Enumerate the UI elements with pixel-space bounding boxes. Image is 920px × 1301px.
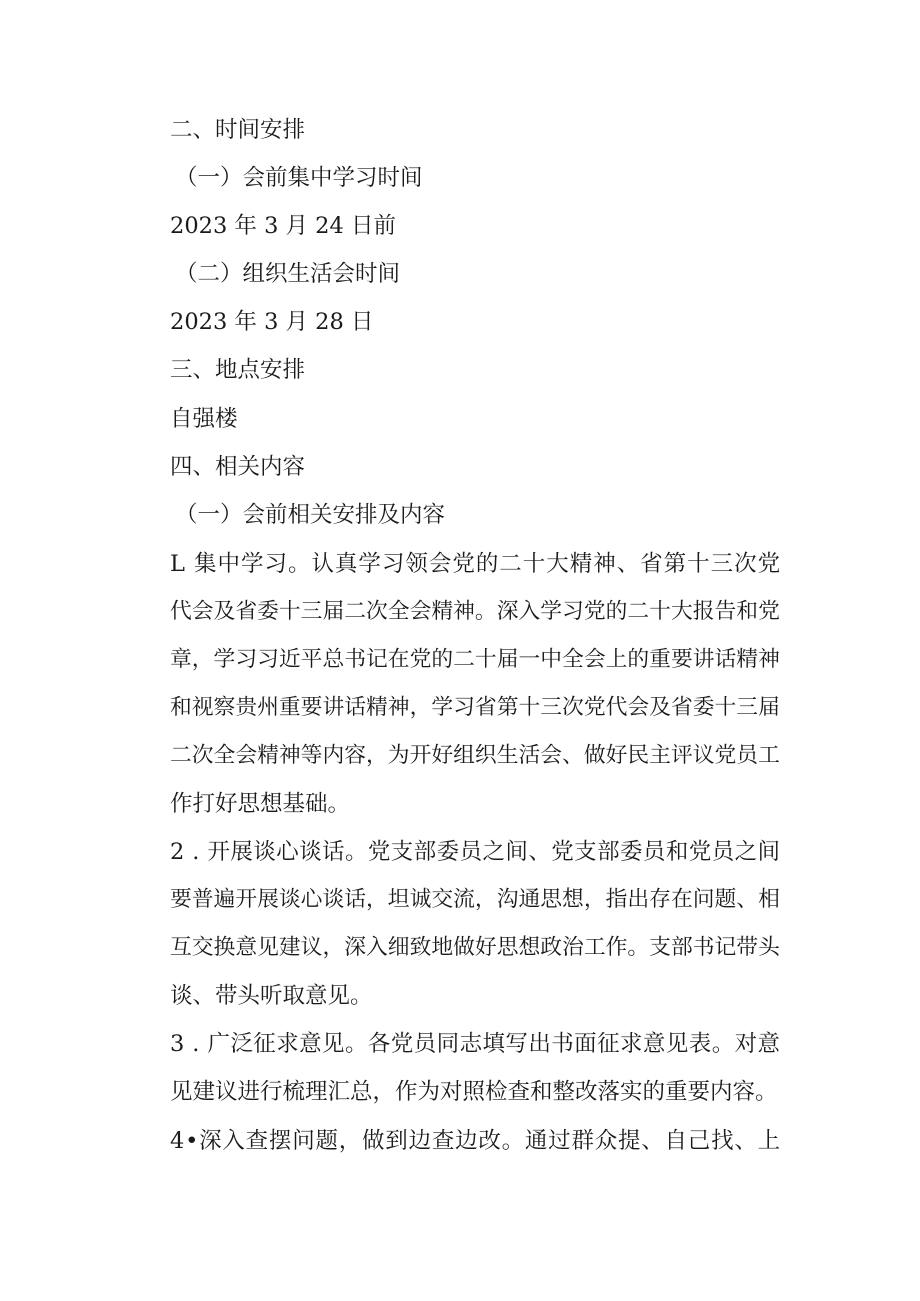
study-date: 2023 年 3 月 24 日前 bbox=[170, 213, 396, 239]
location-value: 自强楼 bbox=[170, 406, 238, 432]
heading-location: 三、地点安排 bbox=[170, 357, 306, 383]
paragraph-line: 2 . 开展谈心谈话。党支部委员之间、党支部委员和党员之间 bbox=[170, 839, 781, 865]
paragraph-line: 3 . 广泛征求意见。各党员同志填写出书面征求意见表。对意 bbox=[170, 1031, 781, 1057]
subheading-meeting-time: （二）组织生活会时间 bbox=[175, 261, 401, 287]
heading-time-arrangement: 二、时间安排 bbox=[170, 117, 306, 143]
paragraph-line: 和视察贵州重要讲话精神，学习省第十三次党代会及省委十三届 bbox=[170, 695, 780, 720]
meeting-date: 2023 年 3 月 28 日 bbox=[170, 309, 374, 335]
paragraph-line: 见建议进行梳理汇总，作为对照检查和整改落实的重要内容。 bbox=[170, 1079, 778, 1105]
heading-related-content: 四、相关内容 bbox=[170, 454, 306, 480]
paragraph-line: 二次全会精神等内容，为开好组织生活会、做好民主评议党员工 bbox=[170, 743, 780, 768]
paragraph-line: L 集中学习。认真学习领会党的二十大精神、省第十三次党 bbox=[170, 551, 782, 577]
paragraph-line: 互交换意见建议，深入细致地做好思想政治工作。支部书记带头 bbox=[170, 935, 780, 960]
paragraph-line: 章，学习习近平总书记在党的二十届一中全会上的重要讲话精神 bbox=[170, 647, 780, 672]
subheading-study-time: （一）会前集中学习时间 bbox=[175, 165, 423, 191]
paragraph-line: 谈、带头听取意见。 bbox=[170, 983, 373, 1009]
paragraph-line: 4•深入查摆问题，做到边查边改。通过群众提、自己找、上 bbox=[170, 1128, 781, 1154]
paragraph-line: 作打好思想基础。 bbox=[170, 791, 351, 817]
paragraph-line: 要普遍开展谈心谈话，坦诚交流，沟通思想，指出存在问题、相 bbox=[170, 887, 780, 912]
paragraph-line: 代会及省委十三届二次全会精神。深入学习党的二十大报告和党 bbox=[170, 599, 780, 624]
subheading-pre-meeting: （一）会前相关安排及内容 bbox=[175, 502, 446, 528]
